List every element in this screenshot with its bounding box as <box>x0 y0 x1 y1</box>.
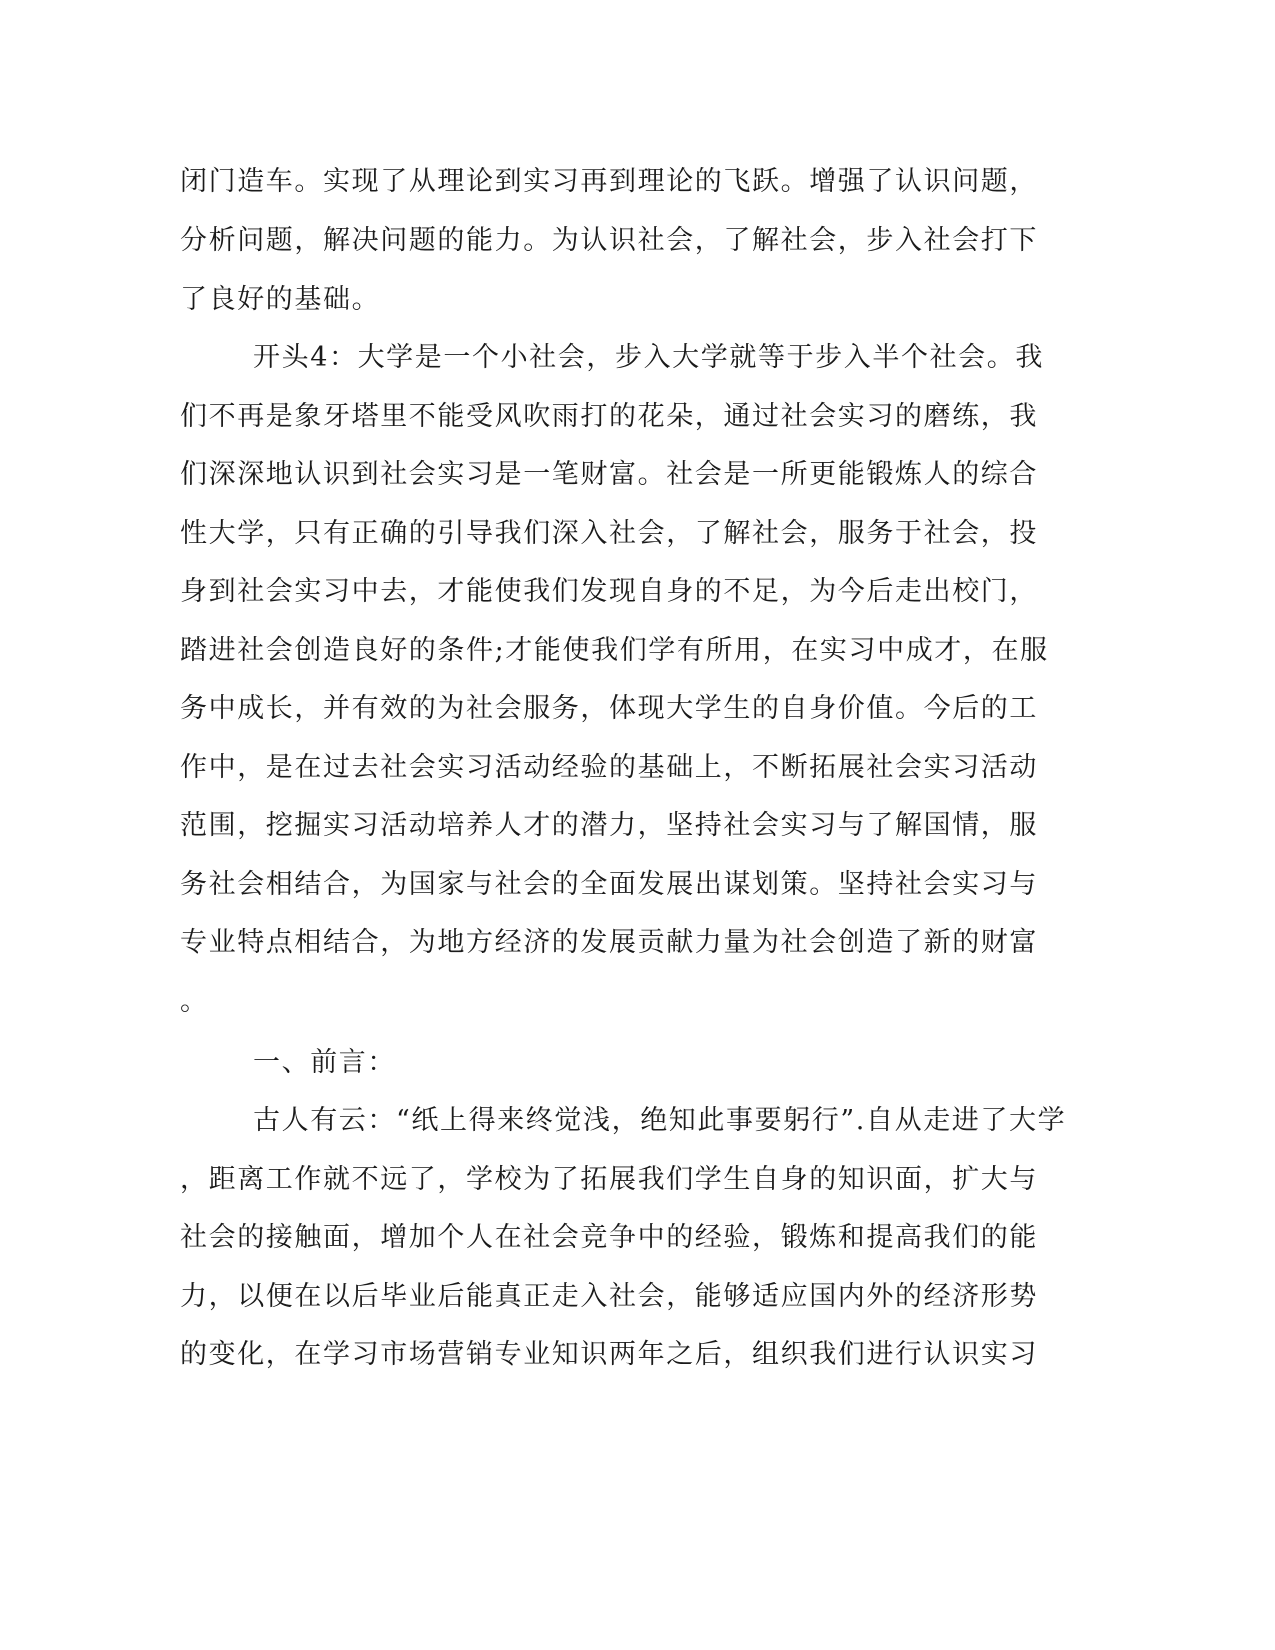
paragraph-line: 社会的接触面，增加个人在社会竞争中的经验，锻炼和提高我们的能 <box>180 1222 1038 1253</box>
paragraph-line: 们不再是象牙塔里不能受风吹雨打的花朵，通过社会实习的磨练，我 <box>180 401 1038 432</box>
paragraph-line: 务中成长，并有效的为社会服务，体现大学生的自身价值。今后的工 <box>180 693 1038 724</box>
paragraph-line: 分析问题，解决问题的能力。为认识社会，了解社会，步入社会打下 <box>180 225 1038 256</box>
paragraph-line: 务社会相结合，为国家与社会的全面发展出谋划策。坚持社会实习与 <box>180 869 1038 900</box>
paragraph-line: 们深深地认识到社会实习是一笔财富。社会是一所更能锻炼人的综合 <box>180 459 1038 490</box>
section-heading: 一、前言： <box>253 1047 396 1078</box>
paragraph-line: 了良好的基础。 <box>180 284 381 315</box>
paragraph-line: 闭门造车。实现了从理论到实习再到理论的飞跃。增强了认识问题， <box>180 166 1038 197</box>
paragraph-line: 力，以便在以后毕业后能真正走入社会，能够适应国内外的经济形势 <box>180 1281 1038 1312</box>
paragraph-line: 。 <box>180 986 209 1017</box>
paragraph-line: 古人有云：“纸上得来终觉浅，绝知此事要躬行”.自从走进了大学 <box>253 1105 1067 1136</box>
paragraph-line: 范围，挖掘实习活动培养人才的潜力，坚持社会实习与了解国情，服 <box>180 810 1038 841</box>
paragraph-line: 的变化，在学习市场营销专业知识两年之后，组织我们进行认识实习 <box>180 1339 1038 1370</box>
paragraph-line: 专业特点相结合，为地方经济的发展贡献力量为社会创造了新的财富 <box>180 927 1038 958</box>
paragraph-line: 踏进社会创造良好的条件;才能使我们学有所用，在实习中成才，在服 <box>180 635 1049 666</box>
paragraph-line: ，距离工作就不远了，学校为了拓展我们学生自身的知识面，扩大与 <box>180 1164 1038 1195</box>
paragraph-line: 性大学，只有正确的引导我们深入社会，了解社会，服务于社会，投 <box>180 518 1038 549</box>
paragraph-line: 身到社会实习中去，才能使我们发现自身的不足，为今后走出校门， <box>180 576 1038 607</box>
paragraph-line: 开头4：大学是一个小社会，步入大学就等于步入半个社会。我 <box>253 342 1044 373</box>
paragraph-line: 作中，是在过去社会实习活动经验的基础上，不断拓展社会实习活动 <box>180 752 1038 783</box>
